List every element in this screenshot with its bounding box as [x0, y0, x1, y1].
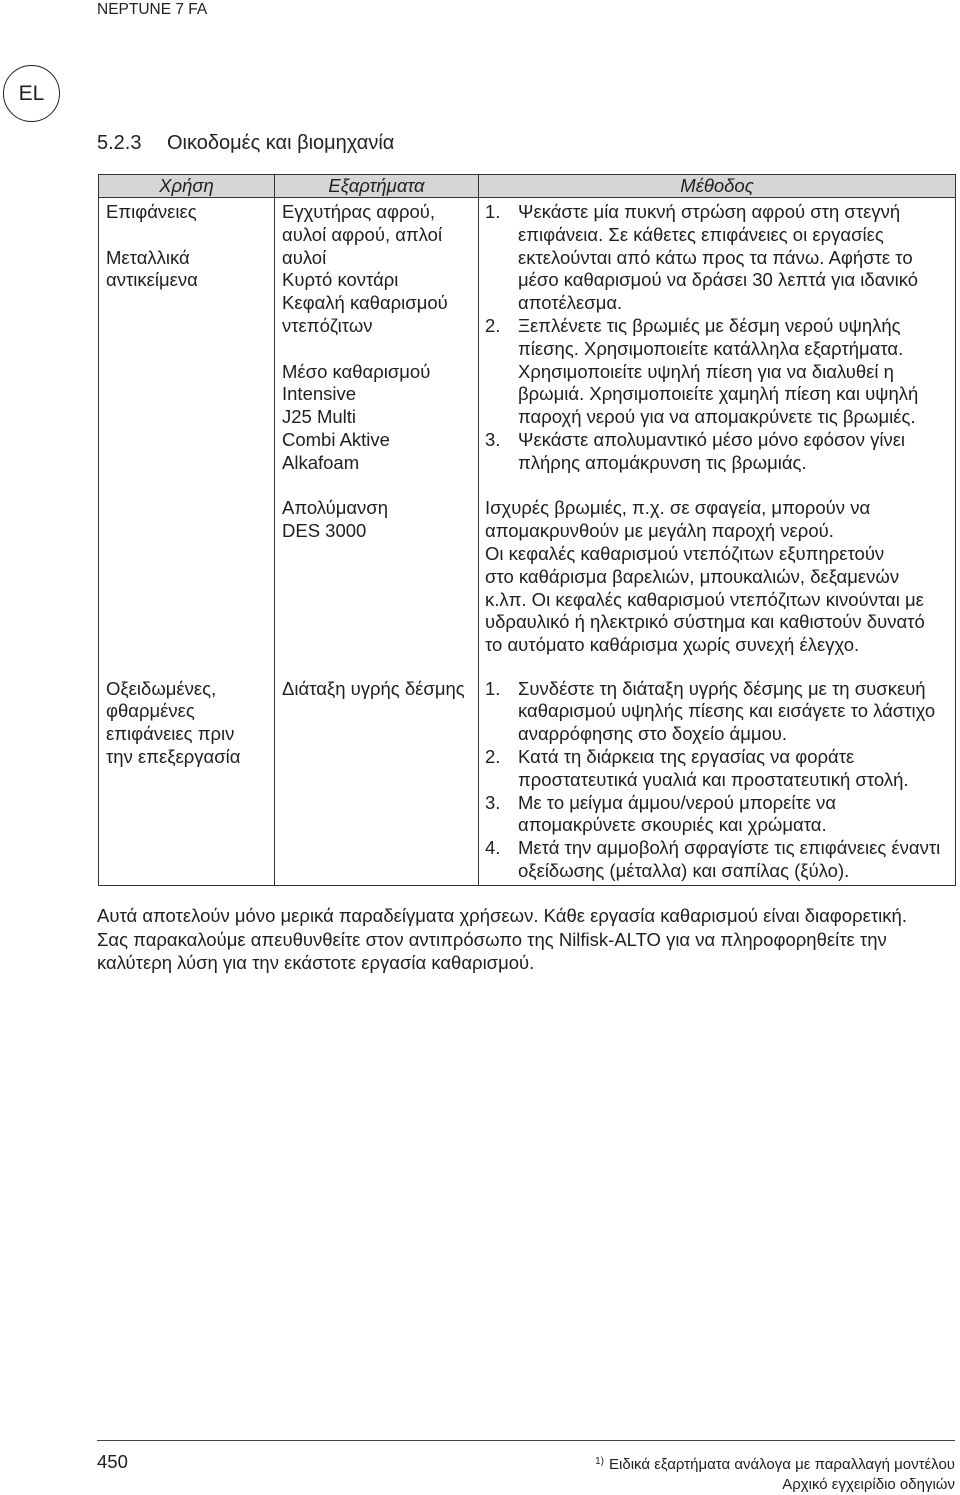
footnote [595, 1453, 955, 1474]
step-text [518, 746, 909, 792]
closing-note [97, 904, 907, 975]
accessory-line: DES 3000 [282, 520, 367, 542]
accessory-line: Κεφαλή καθαρισμού [282, 292, 448, 314]
step-line: Ξεπλένετε τις βρωμιές με δέσμη νερού υψηλής [518, 314, 901, 336]
method-step [485, 429, 955, 475]
table-cell-usage [99, 198, 275, 667]
step-line: Με το μείγμα άμμου/νερού μπορείτε να [518, 791, 837, 813]
step-number: 3. [485, 791, 501, 813]
accessory-line: Alkafoam [282, 451, 360, 473]
section-heading [97, 131, 394, 155]
step-number: 3. [485, 428, 501, 450]
footer-rule [97, 1440, 955, 1441]
closing-note-line: καλύτερη λύση για την εκάστοτε εργασία καθαρισμού. [97, 952, 535, 973]
table-cell-accessories [275, 198, 479, 667]
spacer [282, 475, 478, 498]
step-line: επιφάνεια. Σε κάθετες επιφάνειες οι εργασίες [518, 223, 884, 245]
method-step [485, 678, 955, 746]
accessory-line: Combi Aktive [282, 428, 390, 450]
usage-line: επιφάνειες πριν [106, 723, 235, 745]
step-number: 1. [485, 677, 501, 699]
step-text [518, 678, 935, 746]
accessory-line: Κυρτό κοντάρι [282, 269, 399, 291]
footnote-text: Ειδικά εξαρτήματα ανάλογα με παραλλαγή μοντέλου [609, 1456, 955, 1473]
step-line: πίεσης. Χρησιμοποιείτε κατάλληλα εξαρτήματα. [518, 337, 904, 359]
spacer [282, 338, 478, 361]
method-step [485, 201, 955, 315]
note-line: Οι κεφαλές καθαρισμού ντεπόζιτων εξυπηρετούν [485, 542, 885, 564]
accessory-line: Απολύμανση [282, 497, 389, 519]
accessory-line: αυλοί αφρού, απλοί [282, 223, 443, 245]
method-step [485, 792, 955, 838]
note-line: υδραυλικό ή ηλεκτρικό σύστημα και καθιστούν δυνατό [485, 611, 925, 633]
method-step [485, 837, 955, 883]
usage-line: Οξειδωμένες, [106, 677, 217, 699]
note-line: το αυτόματο καθάρισμα χωρίς συνεχή έλεγχο. [485, 634, 860, 656]
usage-line: φθαρμένες [106, 700, 195, 722]
step-text [518, 837, 940, 883]
usage-line: Μεταλλικά [106, 246, 190, 268]
table-header-accessories: Εξαρτήματα [275, 175, 479, 198]
step-line: οξείδωσης (μέταλλα) και σαπίλας (ξύλο). [518, 859, 850, 881]
usage-line: την επεξεργασία [106, 745, 241, 767]
method-note [485, 497, 955, 657]
step-line: αποτέλεσμα. [518, 292, 623, 314]
running-head: NEPTUNE 7 FA [97, 1, 208, 18]
language-code: EL [18, 81, 45, 105]
step-line: Μετά την αμμοβολή σφραγίστε τις επιφάνειες έναντι [518, 837, 941, 859]
step-line: καθαρισμού υψηλής πίεσης και εισάγετε το λάστιχο [518, 700, 936, 722]
step-line: μέσο καθαρισμού να δράσει 30 λεπτά για ιδανικό [518, 269, 919, 291]
table-header-usage: Χρήση [99, 175, 275, 198]
step-text [518, 315, 918, 429]
usage-line: Επιφάνειες [106, 201, 197, 222]
step-line: βρωμιά. Χρησιμοποιείτε χαμηλή πίεση και υψηλή [518, 383, 919, 405]
step-text [518, 792, 836, 838]
step-line: πλήρης απομάκρυνση τις βρωμιάς. [518, 451, 807, 473]
table-cell-usage [99, 667, 275, 885]
step-number: 2. [485, 314, 501, 336]
accessory-line: Intensive [282, 383, 357, 405]
note-line: Ισχυρές βρωμιές, π.χ. σε σφαγεία, μπορούν να [485, 497, 871, 519]
method-step [485, 315, 955, 429]
step-line: Χρησιμοποιείτε υψηλή πίεση για να διαλυθεί η [518, 360, 894, 382]
step-text [518, 201, 918, 315]
note-line: απομακρυνθούν με μεγάλη παροχή νερού. [485, 520, 834, 542]
accessory-line: αυλοί [282, 246, 327, 268]
accessory-line: Εγχυτήρας αφρού, [282, 201, 436, 222]
method-step [485, 746, 955, 792]
step-line: απομακρύνετε σκουριές και χρώματα. [518, 814, 827, 836]
table-header-method: Μέθοδος [479, 175, 955, 198]
step-line: παροχή νερού για να απομακρύνετε τις βρωμιές. [518, 406, 916, 428]
accessory-line: Μέσο καθαρισμού [282, 360, 431, 382]
section-number: 5.2.3 [97, 132, 142, 154]
table-cell-method [479, 198, 955, 667]
step-line: Συνδέστε τη διάταξη υγρής δέσμης με τη συσκευή [518, 677, 926, 699]
step-number: 4. [485, 837, 501, 859]
step-line: Κατά τη διάρκεια της εργασίας να φοράτε [518, 745, 855, 767]
applications-table [98, 174, 956, 886]
footnote-marker: 1) [595, 1456, 605, 1467]
table-cell-accessories [275, 667, 479, 885]
spacer [106, 224, 274, 247]
step-number: 2. [485, 745, 501, 767]
accessory-line: J25 Multi [282, 406, 357, 428]
note-line: στο καθάρισμα βαρελιών, μπουκαλιών, δεξαμενών [485, 565, 900, 587]
step-line: Ψεκάστε μία πυκνή στρώση αφρού στη στεγνή [518, 201, 901, 222]
step-line: Ψεκάστε απολυμαντικό μέσο μόνο εφόσον γίνει [518, 428, 906, 450]
language-badge [3, 65, 60, 122]
step-line: εκτελούνται από κάτω προς τα πάνω. Αφήστε το [518, 246, 913, 268]
step-line: προστατευτικά γυαλιά και προστατευτική στολή. [518, 768, 909, 790]
step-text [518, 429, 905, 475]
closing-note-line: Αυτά αποτελούν μόνο μερικά παραδείγματα χρήσεων. Κάθε εργασία καθαρισμού είναι διαφορετική. [97, 905, 907, 926]
closing-note-line: Σας παρακαλούμε απευθυνθείτε στον αντιπρόσωπο της Nilfisk-ALTO για να πληροφορηθείτε την [97, 928, 887, 950]
accessory-line: ντεπόζιτων [282, 314, 373, 336]
usage-line: αντικείμενα [106, 269, 198, 291]
page-number: 450 [97, 1451, 128, 1472]
note-line: κ.λπ. Οι κεφαλές καθαρισμού ντεπόζιτων κινούνται με [485, 588, 924, 610]
section-title: Οικοδομές και βιομηχανία [167, 132, 395, 154]
spacer [485, 475, 955, 498]
table-cell-method [479, 667, 955, 885]
accessory-line: Διάταξη υγρής δέσμης [282, 677, 465, 699]
step-number: 1. [485, 201, 501, 222]
step-line: αναρρόφησης στο δοχείο άμμου. [518, 723, 788, 745]
manual-label: Αρχικό εγχειρίδιο οδηγιών [782, 1476, 955, 1493]
